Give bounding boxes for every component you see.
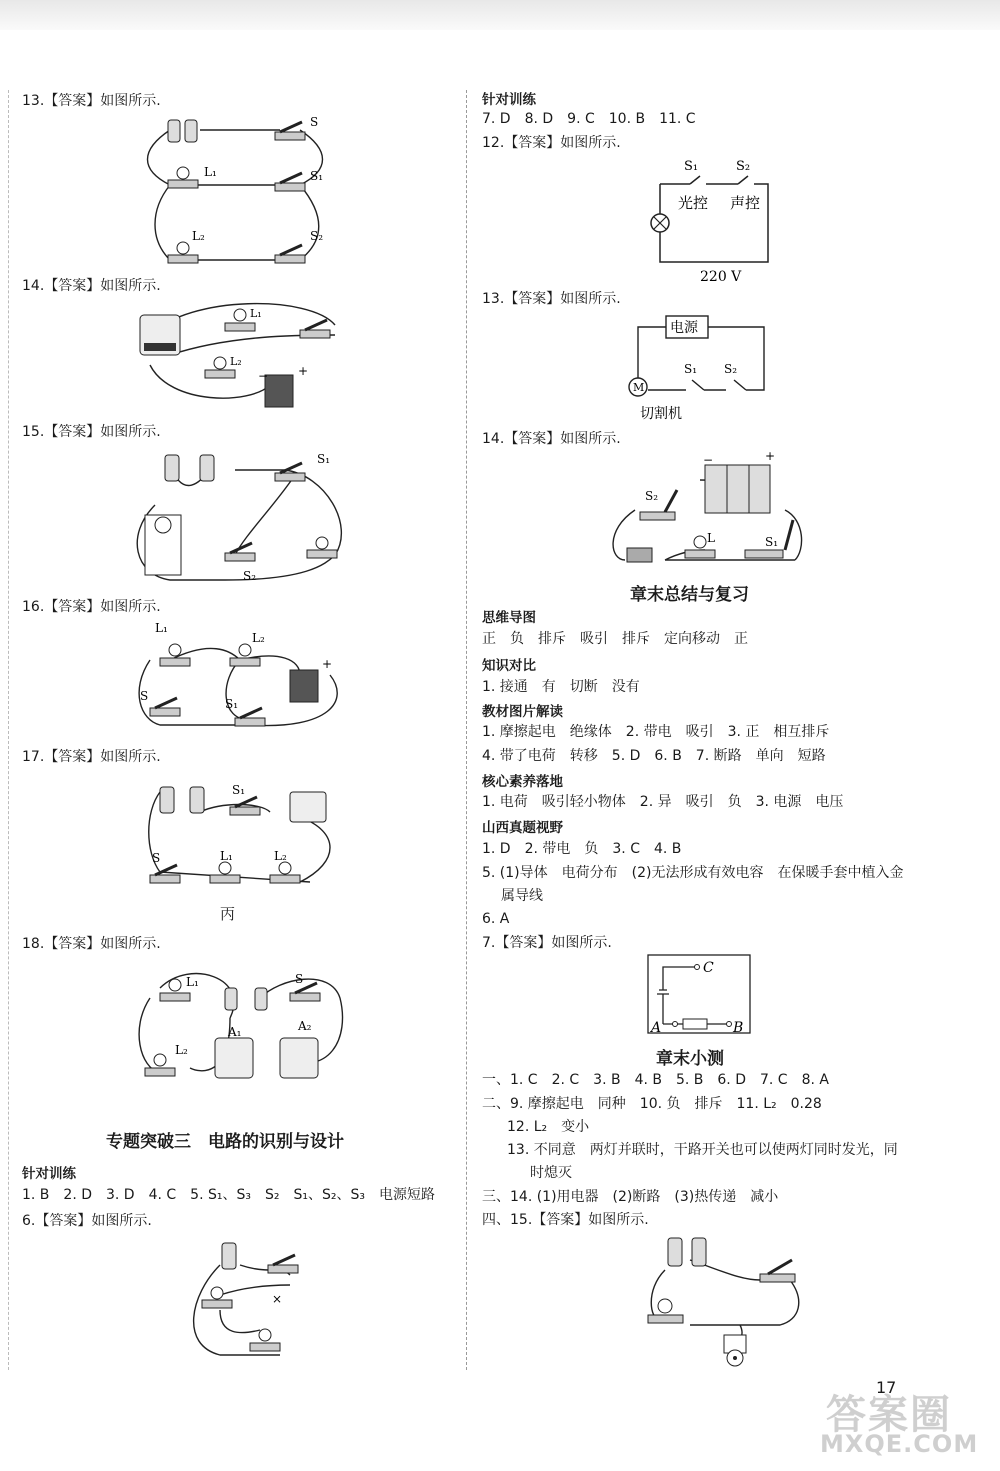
q6-answer: 6.【答案】如图所示. bbox=[22, 1213, 152, 1229]
shanxi-line1: 1. D 2. 带电 负 3. C 4. B bbox=[482, 841, 682, 857]
shanxi-heading: 山西真题视野 bbox=[482, 820, 563, 836]
q17-circuit-figure bbox=[140, 772, 350, 902]
q12-s1-label: S₁ bbox=[684, 159, 699, 174]
svg-text:+: + bbox=[765, 450, 776, 463]
svg-text:S: S bbox=[310, 115, 319, 129]
core-answers: 1. 电荷 吸引轻小物体 2. 异 吸引 负 3. 电源 电压 bbox=[482, 794, 844, 810]
test-line5: 时熄灭 bbox=[530, 1165, 572, 1181]
scan-edge bbox=[0, 0, 1000, 30]
q15-circuit-figure bbox=[125, 445, 355, 595]
svg-text:S₁: S₁ bbox=[232, 783, 246, 797]
q14-answer: 14.【答案】如图所示. bbox=[22, 278, 161, 294]
test-line4: 13. 不同意 两灯并联时，干路开关也可以使两灯同时发光，同 bbox=[507, 1142, 898, 1158]
q14-circuit-figure bbox=[130, 295, 350, 415]
q17-answer: 17.【答案】如图所示. bbox=[22, 749, 161, 765]
test-line3: 12. L₂ 变小 bbox=[507, 1119, 590, 1135]
compare-answers: 1. 接通 有 切断 没有 bbox=[482, 679, 640, 695]
textbook-heading: 教材图片解读 bbox=[482, 704, 563, 720]
svg-text:L₁: L₁ bbox=[155, 621, 168, 635]
q13-source-label: 电源 bbox=[670, 320, 698, 336]
q14-right-answer: 14.【答案】如图所示. bbox=[482, 431, 621, 447]
q17-caption: 丙 bbox=[220, 905, 236, 923]
summary-title: 章末总结与复习 bbox=[630, 585, 749, 605]
q18-circuit-figure bbox=[130, 958, 360, 1088]
svg-text:×: × bbox=[272, 1292, 283, 1306]
svg-text:S₂: S₂ bbox=[645, 489, 659, 503]
test-line2: 二、9. 摩擦起电 同种 10. 负 排斥 11. L₂ 0.28 bbox=[482, 1096, 822, 1112]
test-line6: 三、14. (1)用电器 (2)断路 (3)热传递 减小 bbox=[482, 1189, 779, 1205]
q13-right-answer: 13.【答案】如图所示. bbox=[482, 291, 621, 307]
q13-answer: 13.【答案】如图所示. bbox=[22, 93, 161, 109]
page-number: 17 bbox=[876, 1378, 897, 1397]
q13-caption: 切割机 bbox=[640, 406, 682, 422]
test-title: 章末小测 bbox=[656, 1049, 724, 1069]
q12-light-label: 光控 bbox=[678, 194, 709, 212]
mindmap-answers: 正 负 排斥 吸引 排斥 定向移动 正 bbox=[482, 631, 748, 647]
q12-circuit-figure bbox=[648, 152, 788, 287]
column-divider bbox=[466, 90, 467, 1370]
q7-c-label: C bbox=[703, 960, 714, 976]
answers-7-11: 7. D 8. D 9. C 10. B 11. C bbox=[482, 111, 696, 127]
svg-text:S₁: S₁ bbox=[765, 535, 779, 549]
watermark-url: MXQE.COM bbox=[820, 1430, 979, 1458]
svg-text:L₁: L₁ bbox=[250, 307, 262, 320]
svg-text:L₂: L₂ bbox=[252, 631, 265, 645]
left-training-heading: 针对训练 bbox=[22, 1166, 76, 1182]
right-training-heading: 针对训练 bbox=[482, 92, 536, 108]
svg-text:A₂: A₂ bbox=[298, 1019, 312, 1033]
svg-text:+: + bbox=[322, 657, 333, 671]
svg-text:L₂: L₂ bbox=[274, 849, 287, 863]
svg-text:L₂: L₂ bbox=[175, 1043, 188, 1057]
core-heading: 核心素养落地 bbox=[482, 774, 563, 790]
q12-s2-label: S₂ bbox=[736, 159, 751, 174]
test-line1: 一、1. C 2. C 3. B 4. B 5. B 6. D 7. C 8. A bbox=[482, 1072, 829, 1088]
svg-text:S₁: S₁ bbox=[317, 452, 331, 466]
svg-text:+: + bbox=[298, 364, 309, 378]
q7-answer: 7.【答案】如图所示. bbox=[482, 935, 612, 951]
svg-text:L₁: L₁ bbox=[220, 849, 233, 863]
shanxi-line4: 6. A bbox=[482, 911, 510, 927]
left-margin-line bbox=[8, 90, 9, 1370]
svg-text:L₂: L₂ bbox=[230, 355, 242, 368]
svg-text:L₁: L₁ bbox=[186, 975, 199, 989]
q16-answer: 16.【答案】如图所示. bbox=[22, 599, 161, 615]
svg-text:S: S bbox=[295, 972, 304, 986]
shanxi-line3: 属导线 bbox=[501, 888, 543, 904]
compare-heading: 知识对比 bbox=[482, 658, 536, 674]
q14-right-circuit-figure bbox=[605, 450, 815, 570]
svg-text:−: − bbox=[703, 453, 714, 467]
q15-test-circuit-figure bbox=[640, 1230, 810, 1370]
svg-text:L: L bbox=[707, 531, 715, 545]
q16-circuit-figure bbox=[130, 620, 350, 740]
svg-text:S₂: S₂ bbox=[243, 569, 257, 583]
q12-sound-label: 声控 bbox=[730, 194, 761, 212]
svg-text:L₂: L₂ bbox=[192, 229, 205, 243]
test-line7: 四、15.【答案】如图所示. bbox=[482, 1212, 649, 1228]
svg-text:S: S bbox=[140, 689, 149, 703]
q15-answer: 15.【答案】如图所示. bbox=[22, 424, 161, 440]
q6-circuit-figure bbox=[180, 1235, 320, 1365]
watermark-logo: 答案圈 bbox=[826, 1392, 952, 1438]
q13-s1-label: S₁ bbox=[684, 362, 698, 376]
q18-answer: 18.【答案】如图所示. bbox=[22, 936, 161, 952]
topic-title: 专题突破三 电路的识别与设计 bbox=[106, 1132, 344, 1152]
svg-text:−: − bbox=[258, 369, 269, 383]
q12-answer: 12.【答案】如图所示. bbox=[482, 135, 621, 151]
motor-symbol: M bbox=[633, 381, 645, 394]
textbook-line1: 1. 摩擦起电 绝缘体 2. 带电 吸引 3. 正 相互排斥 bbox=[482, 724, 830, 740]
svg-text:S₁: S₁ bbox=[225, 697, 239, 711]
mindmap-heading: 思维导图 bbox=[482, 610, 536, 626]
q7-circuit-figure bbox=[645, 952, 755, 1038]
svg-text:S: S bbox=[152, 851, 161, 865]
svg-text:S₂: S₂ bbox=[310, 229, 324, 243]
left-training-answers: 1. B 2. D 3. D 4. C 5. S₁、S₃ S₂ S₁、S₂、S₃ 电源短路 bbox=[22, 1187, 435, 1203]
textbook-line2: 4. 带了电荷 转移 5. D 6. B 7. 断路 单向 短路 bbox=[482, 748, 826, 764]
q7-b-label: B bbox=[733, 1020, 744, 1036]
q13-circuit-figure bbox=[130, 110, 340, 275]
q7-a-label: A bbox=[651, 1020, 662, 1036]
q13-s2-label: S₂ bbox=[724, 362, 738, 376]
shanxi-line2: 5. (1)导体 电荷分布 (2)无法形成有效电容 在保暖手套中植入金 bbox=[482, 865, 904, 881]
q13-right-circuit-figure bbox=[626, 310, 776, 422]
q12-voltage-label: 220 V bbox=[700, 269, 742, 285]
svg-text:A₁: A₁ bbox=[228, 1025, 242, 1039]
svg-text:S₁: S₁ bbox=[310, 169, 324, 183]
svg-text:L₁: L₁ bbox=[204, 165, 217, 179]
